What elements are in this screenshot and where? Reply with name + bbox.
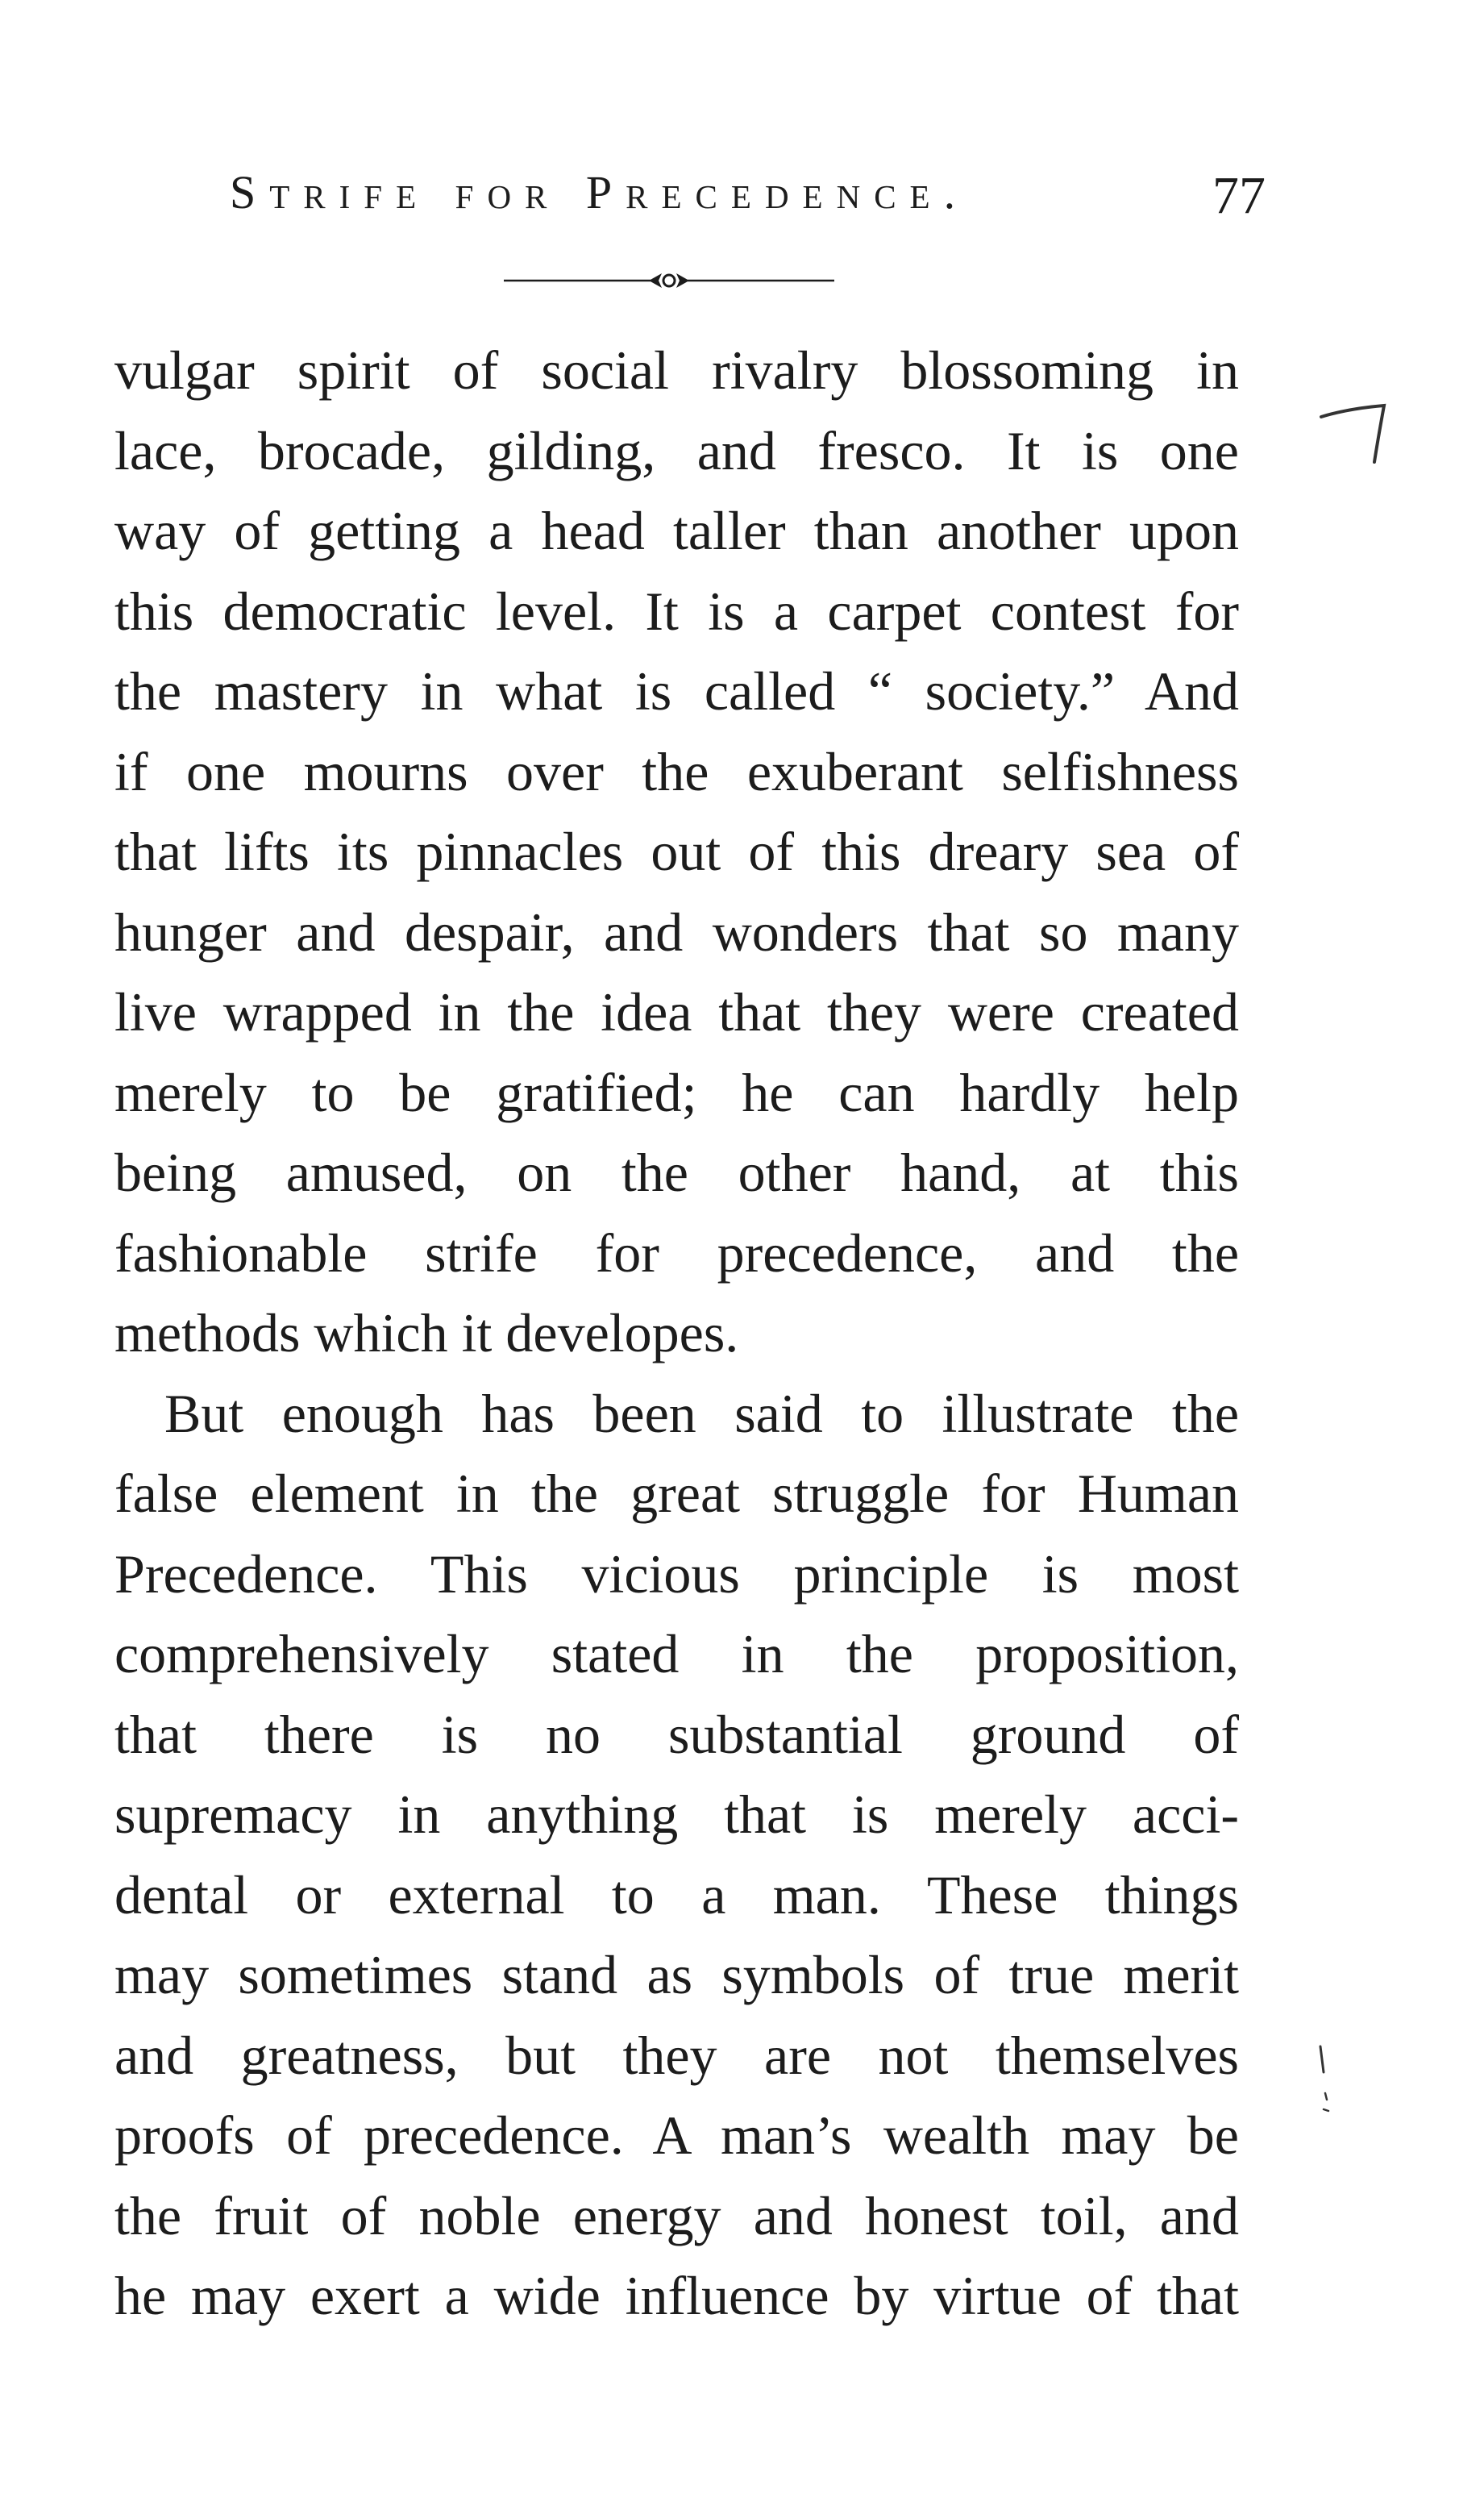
text-line: the mastery in what is called “ society.” And: [114, 660, 1239, 722]
text-line: and greatness, but they are not themselves: [114, 2024, 1239, 2086]
ornament-rule-icon: [504, 268, 834, 293]
text-line: proofs of precedence. A man’s wealth may be: [114, 2104, 1239, 2166]
text-line: that lifts its pinnacles out of this dreary sea of: [114, 821, 1239, 882]
text-line: lace, brocade, gilding, and fresco. It is one: [114, 419, 1239, 481]
text-line: methods which it developes.: [114, 1302, 739, 1363]
text-line: supremacy in anything that is merely acci-: [114, 1784, 1239, 1845]
running-title: Strife for Precedence.: [230, 166, 970, 219]
text-line: that there is no substantial ground of: [114, 1703, 1239, 1765]
body-text: [114, 331, 1239, 2337]
text-line: way of getting a head taller than another upon: [114, 500, 1239, 561]
text-line: comprehensively stated in the proposition,: [114, 1623, 1239, 1684]
text-line: the fruit of noble energy and honest toil, and: [114, 2184, 1239, 2246]
text-line: being amused, on the other hand, at this: [114, 1142, 1239, 1203]
pencil-bracket-icon: [1318, 399, 1390, 472]
ornament-arrow-right: [676, 273, 689, 288]
pencil-tick-icon: [1312, 2040, 1336, 2129]
text-line: if one mourns over the exuberant selfishness: [114, 740, 1239, 802]
text-line: may sometimes stand as symbols of true merit: [114, 1944, 1239, 2005]
text-line: live wrapped in the idea that they were created: [114, 981, 1239, 1043]
ornament-center-ring: [663, 275, 675, 286]
ornament-arrow-left: [649, 273, 662, 288]
text-line: he may exert a wide influence by virtue of that: [114, 2265, 1239, 2326]
text-line: fashionable strife for precedence, and the: [114, 1222, 1239, 1284]
paragraph-start-line: But enough has been said to illustrate the: [164, 1382, 1239, 1444]
text-line: vulgar spirit of social rivalry blossoming in: [114, 339, 1239, 401]
text-line: Precedence. This vicious principle is most: [114, 1542, 1239, 1605]
running-head: [230, 165, 1266, 230]
text-line: false element in the great struggle for Human: [114, 1463, 1239, 1524]
text-line: dental or external to a man. These things: [114, 1863, 1239, 1925]
text-line: merely to be gratified; he can hardly help: [114, 1061, 1239, 1123]
text-line: hunger and despair, and wonders that so many: [114, 901, 1239, 963]
page-number: 77: [1212, 166, 1266, 225]
text-line: this democratic level. It is a carpet contest for: [114, 580, 1239, 642]
